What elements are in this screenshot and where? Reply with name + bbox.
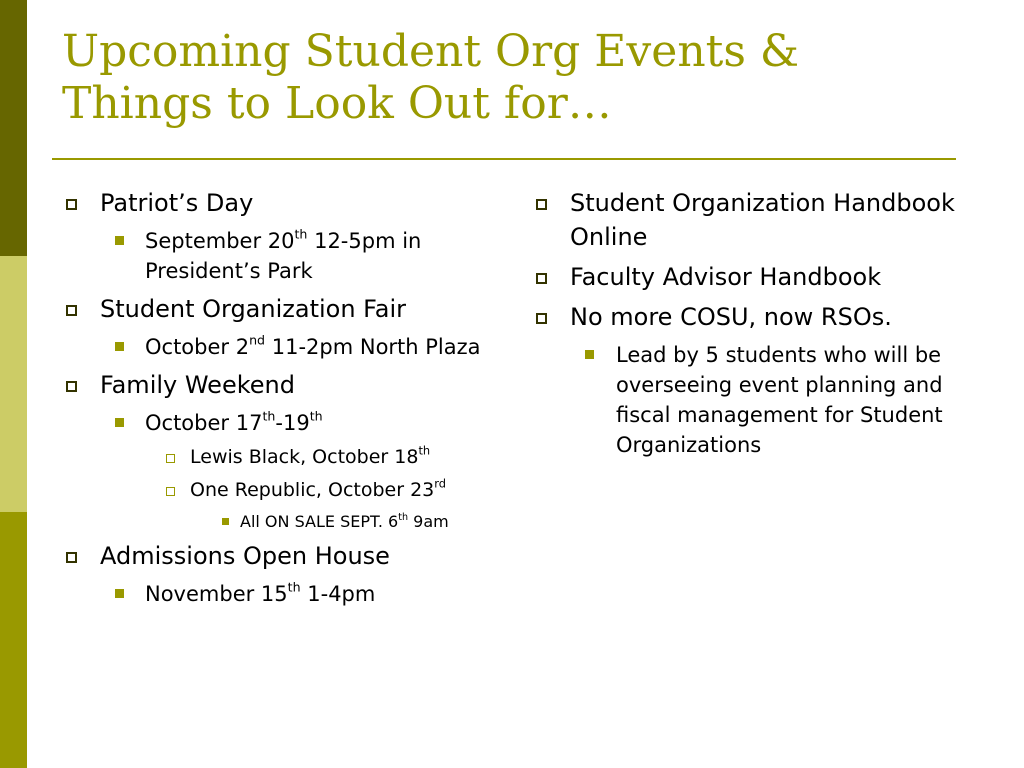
bullet-org-fair-date: [62, 332, 527, 362]
filled-square-bullet-icon: [115, 589, 124, 598]
bullet-lead-by: [532, 340, 972, 460]
bullet-text: One Republic, October 23: [190, 479, 435, 501]
small-filled-square-bullet-icon: [222, 518, 229, 525]
bullet-text: No more COSU, now RSOs.: [570, 303, 892, 331]
bullet-text: September 20: [145, 229, 295, 253]
bullet-text: Admissions Open House: [100, 542, 390, 570]
bullet-lewis-black: [62, 444, 527, 471]
bullet-text: 11-2pm North Plaza: [265, 335, 481, 359]
bullet-open-house: [62, 539, 527, 573]
bullet-handbook-online: [532, 186, 972, 254]
ordinal-suffix: nd: [249, 332, 266, 348]
filled-square-bullet-icon: [585, 350, 594, 359]
ordinal-suffix: rd: [434, 476, 446, 491]
bullet-on-sale: [62, 510, 527, 533]
bullet-text: -19: [275, 411, 310, 435]
bullet-text: Student Organization Fair: [100, 295, 407, 323]
title-divider: [52, 158, 956, 160]
filled-square-bullet-icon: [115, 342, 124, 351]
bullet-no-more-cosu: [532, 300, 972, 334]
bullet-text: Faculty Advisor Handbook: [570, 263, 882, 291]
slide-title: [62, 26, 962, 130]
bullet-text: Patriot’s Day: [100, 189, 254, 217]
filled-square-bullet-icon: [115, 236, 124, 245]
side-bar-dark: [0, 0, 27, 256]
ordinal-suffix: th: [418, 443, 431, 458]
ordinal-suffix: th: [287, 579, 301, 595]
bullet-text: October 17: [145, 411, 263, 435]
bullet-open-house-date: [62, 579, 527, 609]
hollow-square-bullet-icon: [536, 199, 547, 210]
right-column: [532, 186, 972, 466]
title-line-1: Upcoming Student Org Events &: [62, 26, 800, 77]
ordinal-suffix: th: [294, 226, 308, 242]
hollow-square-bullet-icon: [536, 313, 547, 324]
bullet-family-weekend: [62, 368, 527, 402]
hollow-square-bullet-icon: [66, 552, 77, 563]
bullet-text: Lewis Black, October 18: [190, 446, 419, 468]
left-column: [62, 186, 527, 615]
hollow-small-square-bullet-icon: [166, 487, 175, 496]
bullet-text: Family Weekend: [100, 371, 295, 399]
hollow-square-bullet-icon: [66, 381, 77, 392]
side-bar-olive: [0, 512, 27, 768]
bullet-one-republic: [62, 477, 527, 504]
bullet-text: Lead by 5 students who will be overseeing event planning and fiscal management for Student Organizations: [616, 343, 943, 457]
bullet-text: 1-4pm: [300, 582, 376, 606]
title-line-2: Things to Look Out for…: [62, 78, 612, 129]
bullet-text: All ON SALE SEPT. 6: [240, 512, 399, 531]
bullet-family-weekend-date: [62, 408, 527, 438]
hollow-square-bullet-icon: [66, 199, 77, 210]
ordinal-suffix: th: [398, 511, 409, 523]
hollow-square-bullet-icon: [536, 273, 547, 284]
bullet-org-fair: [62, 292, 527, 326]
filled-square-bullet-icon: [115, 418, 124, 427]
bullet-text: October 2: [145, 335, 250, 359]
bullet-text: November 15: [145, 582, 288, 606]
hollow-small-square-bullet-icon: [166, 454, 175, 463]
bullet-text: 9am: [408, 512, 449, 531]
side-bar-light: [0, 256, 27, 512]
hollow-square-bullet-icon: [66, 305, 77, 316]
bullet-text: 12-5pm in President’s Park: [145, 229, 422, 283]
bullet-patriots-day: [62, 186, 527, 220]
ordinal-suffix: th: [262, 408, 276, 424]
ordinal-suffix: th: [309, 408, 323, 424]
bullet-patriots-day-date: [62, 226, 527, 286]
bullet-advisor-handbook: [532, 260, 972, 294]
bullet-text: Student Organization Handbook Online: [570, 189, 955, 251]
